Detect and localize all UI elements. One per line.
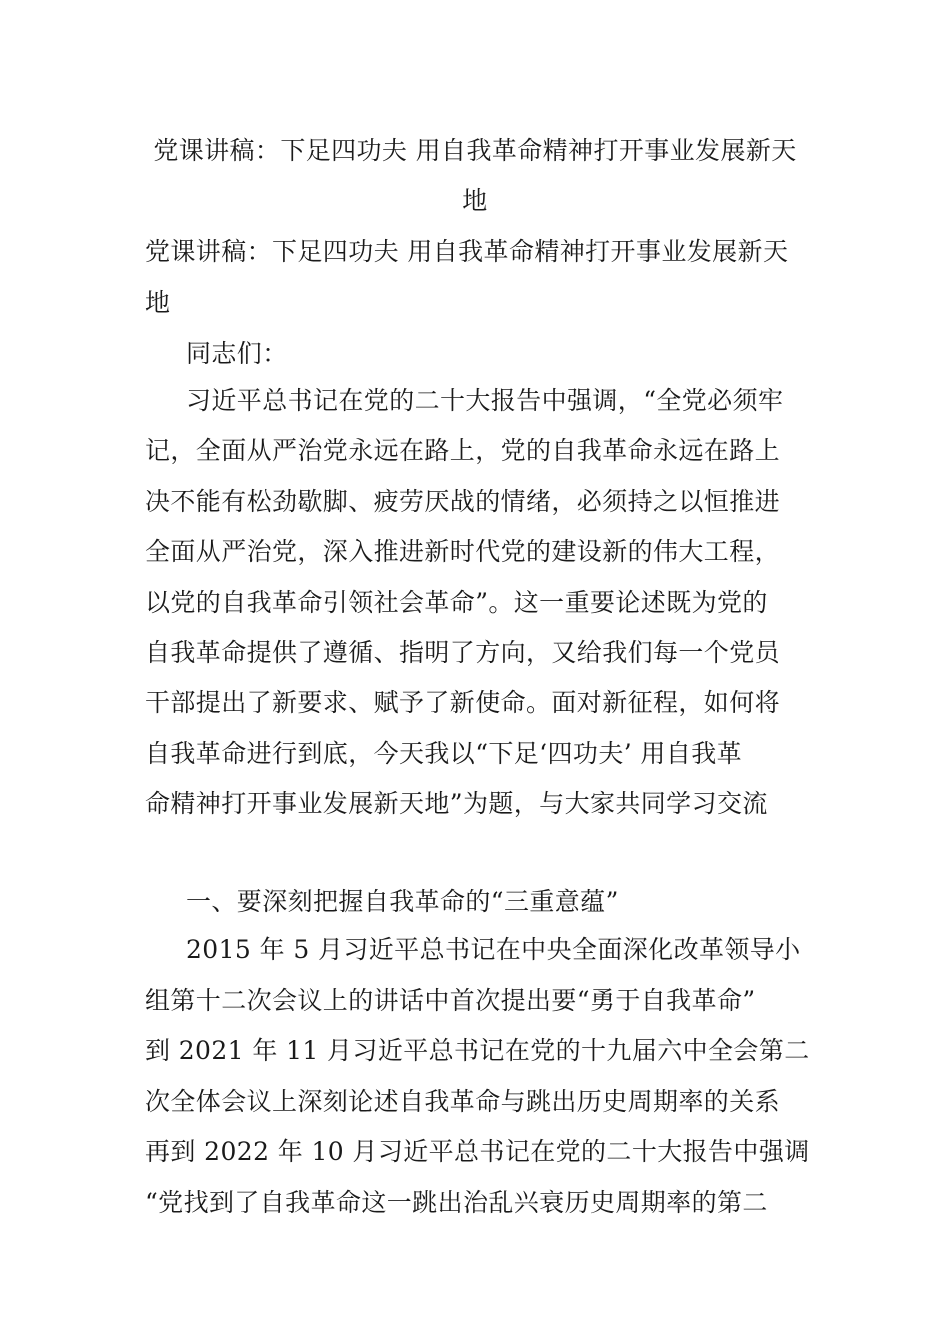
section-heading: 一、要深刻把握自我革命的“三重意蕴” [186, 887, 619, 916]
section-body-line: 2015 年 5 月习近平总书记在中央全面深化改革领导小 [186, 935, 801, 964]
intro-line: 自我革命提供了遵循、指明了方向，又给我们每一个党员 [145, 638, 781, 667]
section-body-line: 再到 2022 年 10 月习近平总书记在党的二十大报告中强调 [145, 1137, 810, 1166]
intro-line: 干部提出了新要求、赋予了新使命。面对新征程，如何将 [145, 688, 781, 717]
section-body-line: “党找到了自我革命这一跳出治乱兴衰历史周期率的第二 [145, 1188, 768, 1217]
document-title-line-2: 地 [462, 186, 488, 215]
intro-line: 命精神打开事业发展新天地”为题，与大家共同学习交流 [145, 789, 768, 818]
intro-line: 记，全面从严治党永远在路上，党的自我革命永远在路上 [145, 436, 781, 465]
intro-line: 习近平总书记在党的二十大报告中强调，“全党必须牢 [186, 386, 784, 415]
intro-line: 以党的自我革命引领社会革命”。这一重要论述既为党的 [145, 588, 768, 617]
section-body-line: 次全体会议上深刻论述自我革命与跳出历史周期率的关系 [145, 1087, 781, 1116]
intro-line: 全面从严治党，深入推进新时代党的建设新的伟大工程， [145, 537, 781, 566]
document-subtitle-line-2: 地 [145, 288, 171, 317]
salutation: 同志们： [186, 339, 288, 368]
intro-line: 自我革命进行到底，今天我以“下足‘四功夫’ 用自我革 [145, 739, 743, 768]
intro-line: 决不能有松劲歇脚、疲劳厌战的情绪，必须持之以恒推进 [145, 487, 781, 516]
section-body-line: 组第十二次会议上的讲话中首次提出要“勇于自我革命” [145, 986, 756, 1015]
section-body-line: 到 2021 年 11 月习近平总书记在党的十九届六中全会第二 [145, 1036, 810, 1065]
document-subtitle-line-1: 党课讲稿：下足四功夫 用自我革命精神打开事业发展新天 [145, 237, 789, 266]
document-title-line-1: 党课讲稿：下足四功夫 用自我革命精神打开事业发展新天 [153, 136, 797, 165]
